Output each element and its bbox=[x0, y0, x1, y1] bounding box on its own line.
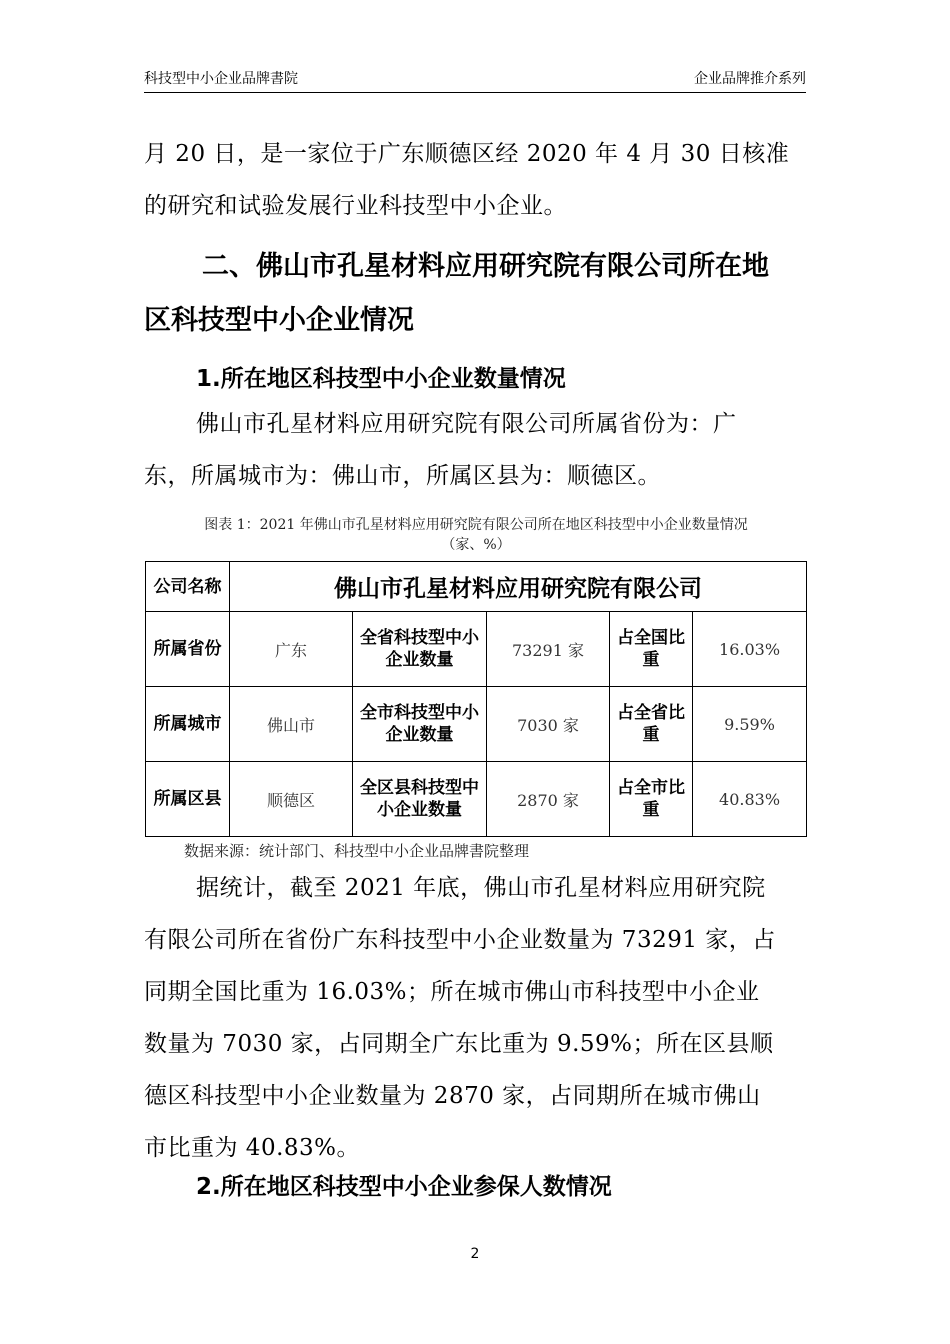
location-paragraph bbox=[144, 398, 808, 502]
row-label: 所属省份 bbox=[146, 612, 230, 687]
summary-line: 同期全国比重为 16.03%；所在城市佛山市科技型中小企业 bbox=[144, 979, 760, 1005]
place-cell: 顺德区 bbox=[230, 762, 353, 837]
count-cell: 73291 家 bbox=[487, 612, 610, 687]
header-publisher: 科技型中小企业品牌書院 bbox=[144, 71, 298, 87]
count-cell: 7030 家 bbox=[487, 687, 610, 762]
header-series: 企业品牌推介系列 bbox=[694, 71, 806, 87]
share-cell: 16.03% bbox=[693, 612, 807, 687]
summary-line: 有限公司所在省份广东科技型中小企业数量为 73291 家，占 bbox=[144, 927, 776, 953]
section-heading-line-2: 区科技型中小企业情况 bbox=[144, 305, 414, 336]
location-line-1: 佛山市孔星材料应用研究院有限公司所属省份为：广 bbox=[196, 411, 737, 437]
summary-paragraph bbox=[144, 862, 808, 1174]
table-row bbox=[146, 562, 807, 612]
summary-line: 市比重为 40.83%。 bbox=[144, 1135, 361, 1161]
count-label: 全区县科技型中小企业数量 bbox=[353, 762, 487, 837]
subheading-1: 1.所在地区科技型中小企业数量情况 bbox=[196, 366, 566, 392]
share-cell: 9.59% bbox=[693, 687, 807, 762]
page-header bbox=[144, 66, 806, 93]
intro-paragraph bbox=[144, 128, 808, 232]
company-name-cell: 佛山市孔星材料应用研究院有限公司 bbox=[230, 562, 807, 612]
row-label: 所属区县 bbox=[146, 762, 230, 837]
table-row bbox=[146, 612, 807, 687]
section-heading bbox=[144, 240, 808, 348]
section-heading-line-1: 二、佛山市孔星材料应用研究院有限公司所在地 bbox=[202, 251, 769, 282]
location-line-2: 东，所属城市为：佛山市，所属区县为：顺德区。 bbox=[144, 463, 661, 489]
share-label: 占全国比重 bbox=[610, 612, 693, 687]
summary-line: 据统计，截至 2021 年底，佛山市孔星材料应用研究院 bbox=[196, 875, 766, 901]
table-caption bbox=[144, 515, 808, 555]
subheading-2: 2.所在地区科技型中小企业参保人数情况 bbox=[196, 1174, 612, 1200]
count-label: 全省科技型中小企业数量 bbox=[353, 612, 487, 687]
page-number: 2 bbox=[470, 1246, 480, 1262]
intro-line-2: 的研究和试验发展行业科技型中小企业。 bbox=[144, 193, 567, 219]
table-row bbox=[146, 762, 807, 837]
enterprise-count-table bbox=[145, 561, 807, 837]
place-cell: 广东 bbox=[230, 612, 353, 687]
table-caption-line-1: 图表 1：2021 年佛山市孔星材料应用研究院有限公司所在地区科技型中小企业数量情况 bbox=[204, 517, 748, 533]
intro-line-1: 月 20 日，是一家位于广东顺德区经 2020 年 4 月 30 日核准 bbox=[144, 141, 790, 167]
summary-line: 德区科技型中小企业数量为 2870 家，占同期所在城市佛山 bbox=[144, 1083, 761, 1109]
summary-line: 数量为 7030 家，占同期全广东比重为 9.59%；所在区县顺 bbox=[144, 1031, 774, 1057]
table-row bbox=[146, 687, 807, 762]
table-source: 数据来源：统计部门、科技型中小企业品牌書院整理 bbox=[184, 842, 530, 860]
company-label-cell: 公司名称 bbox=[146, 562, 230, 612]
table-caption-line-2: （家、%） bbox=[441, 537, 511, 553]
place-cell: 佛山市 bbox=[230, 687, 353, 762]
count-cell: 2870 家 bbox=[487, 762, 610, 837]
count-label: 全市科技型中小企业数量 bbox=[353, 687, 487, 762]
share-cell: 40.83% bbox=[693, 762, 807, 837]
row-label: 所属城市 bbox=[146, 687, 230, 762]
share-label: 占全市比重 bbox=[610, 762, 693, 837]
share-label: 占全省比重 bbox=[610, 687, 693, 762]
